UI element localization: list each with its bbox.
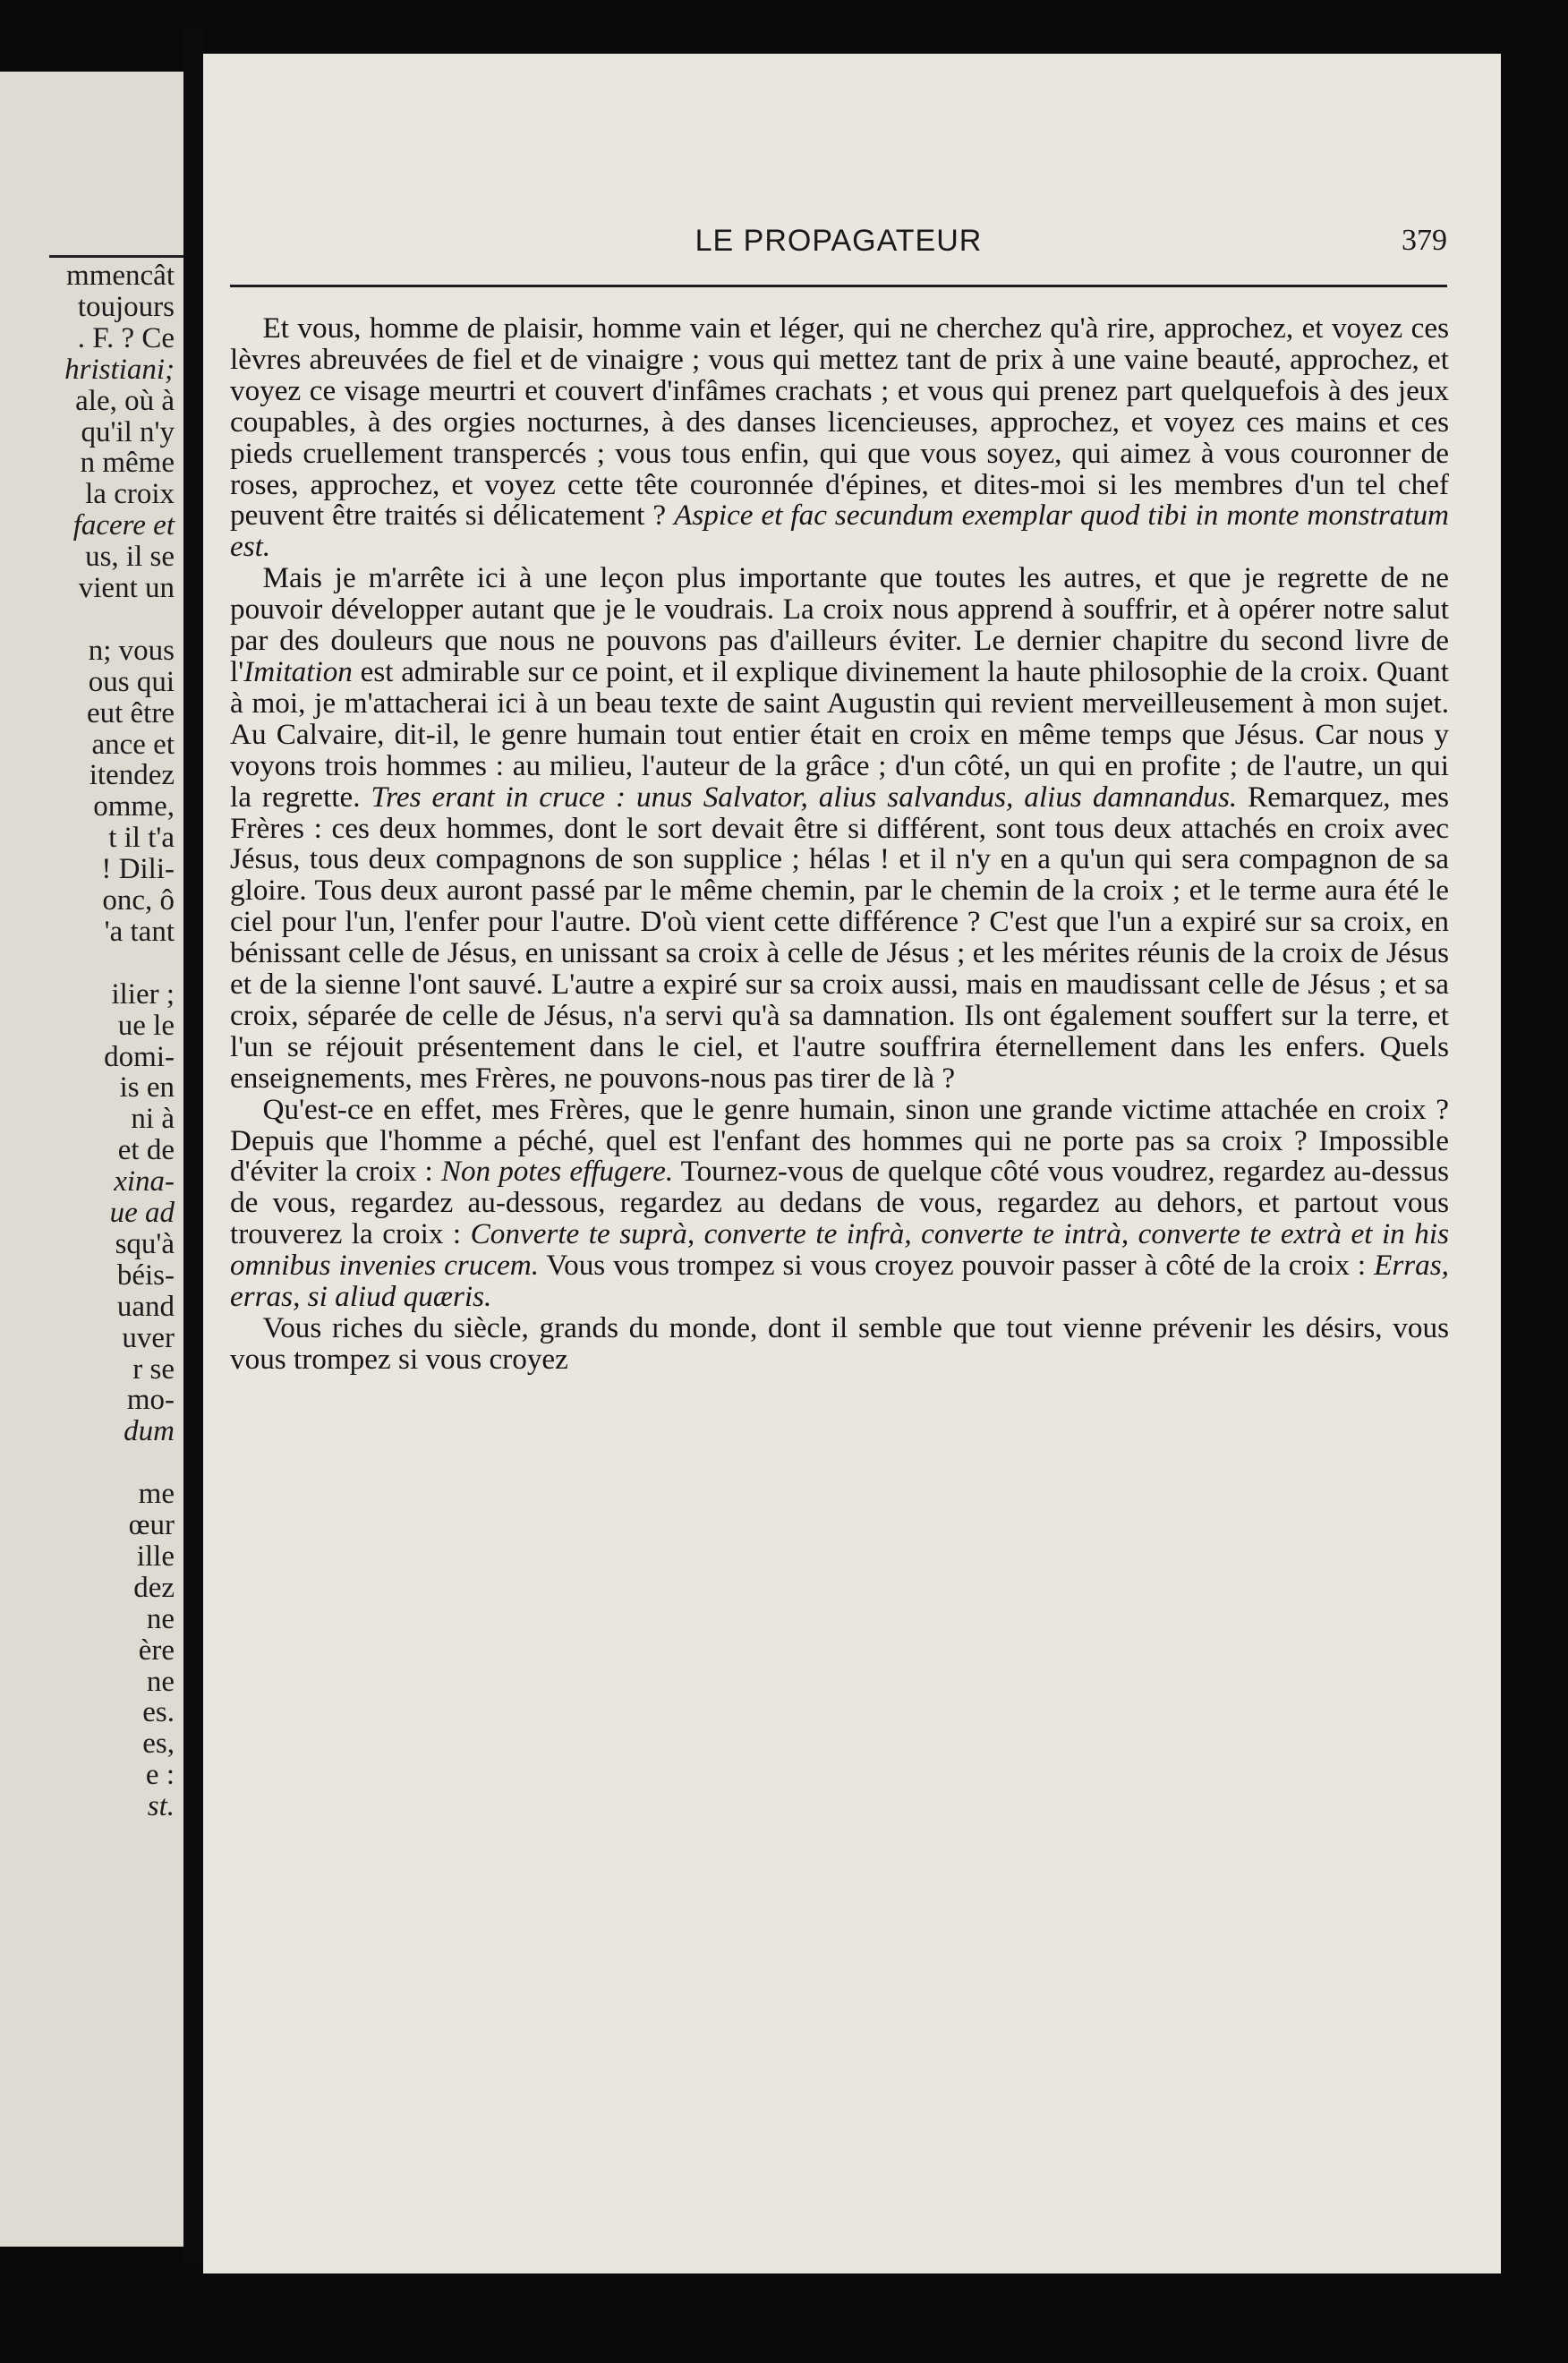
facing-page-line: ille (136, 1540, 175, 1573)
facing-page-line: es. (142, 1696, 175, 1729)
facing-page-line: ilier ; (111, 977, 175, 1011)
facing-page-line: itendez (89, 759, 175, 792)
facing-page-line: facere et (72, 509, 175, 542)
paragraph (230, 563, 1449, 1094)
facing-page-line: es, (142, 1727, 175, 1761)
facing-page-line: ! Dili- (101, 853, 175, 886)
facing-page-line: is en (119, 1071, 175, 1105)
facing-page-line: 'a tant (104, 915, 175, 948)
facing-page-line: uand (116, 1290, 175, 1323)
facing-page-line: ance et (91, 728, 175, 761)
header-rule (230, 285, 1447, 287)
facing-page-line: ère (138, 1634, 175, 1667)
text-run: Et vous, homme de plaisir, homme vain et léger, qui ne cherchez qu'à rire, approchez, et voyez ces lèvres abreuvées de fiel et de vinaigre ; vous qui mettez tant de prix à une vaine beauté, approchez, et voyez ce visage meurtri et couvert d'infâmes crachats ; et vous qui prenez part quelquefois à des jeux coupables, à des orgies nocturnes, à des danses licencieuses, approchez, et voyez ces mains et ces pieds cruellement transpercés ; vous tous enfin, qui que vous soyez, qui aimez à vous couronner de roses, approchez, et voyez cette tête couronnée d'épines, et dites-moi si les membres d'un tel chef peuvent être traités si délicatement ? (230, 311, 1449, 533)
facing-page-line: me (138, 1478, 175, 1511)
facing-page-line: e : (145, 1759, 175, 1792)
book-gutter (183, 27, 203, 2265)
page-number: 379 (1402, 224, 1447, 257)
page (203, 54, 1501, 2273)
facing-page-line: ne (146, 1602, 175, 1635)
facing-page-line: et de (117, 1134, 175, 1167)
paragraph (230, 313, 1449, 563)
facing-page-line: toujours (77, 290, 175, 323)
facing-page-line: qu'il n'y (81, 415, 175, 448)
text-run: Vous riches du siècle, grands du monde, dont il semble que tout vienne prévenir les désirs, vous vous trompez si vous croyez (230, 1311, 1449, 1376)
text-run: Mais je m'arrête ici à une leçon plus importante que toutes les autres, et que je regrette de ne pouvoir développer autant que je le voudrais. La croix nous apprend à souffrir, et à opérer notre salut par des douleurs que nous ne pouvons pas d'ailleurs éviter. Le dernier chapitre du second livre de l' (230, 561, 1449, 688)
facing-page-line: ue le (117, 1009, 175, 1042)
facing-page-line: ni à (131, 1103, 175, 1136)
facing-page-line: st. (147, 1790, 175, 1823)
paragraph (230, 1092, 1449, 1314)
text-run: Remarquez, mes Frères : ces deux hommes, dont le sort devait être si différent, sont tous deux attachés en croix avec Jésus, tous deux compagnons de son supplice ; hélas ! et il n'y en a qu'un qui sera compagnon de sa gloire. Tous deux auront passé par le même chemin, par le chemin de la croix ; et le terme aura été le ciel pour l'un, l'enfer pour l'autre. D'où vient cette différence ? C'est que l'un a expiré sur sa croix, en bénissant celle de Jésus, en unissant sa croix à celle de Jésus ; et les mérites réunis de la croix de Jésus et de la sienne l'ont sauvé. L'autre a expiré sur sa croix aussi, mais en maudissant celle de Jésus ; et sa croix, séparée de celle de Jésus, n'a servi qu'à sa damnation. Ils ont également souffert sur la terre, et l'un se réjouit présentement dans le ciel, et l'autre souffrira éternellement dans les enfers. Quels enseignements, mes Frères, ne pouvons-nous pas tirer de là ? (230, 780, 1449, 1095)
facing-page-rule (49, 255, 183, 258)
facing-page-line: uver (122, 1321, 175, 1354)
text-run: Tournez-vous de quelque côté vous voudrez, regardez au-dessus de vous, regardez au-dessous, regardez au dedans de vous, regardez au dehors, et partout vous trouverez la croix : (230, 1155, 1449, 1251)
latin-quotation: Non potes effugere. (440, 1155, 674, 1189)
facing-page-line: . F. ? Ce (77, 321, 175, 354)
facing-page-line: hristiani; (64, 353, 175, 386)
facing-page-line: n même (80, 447, 175, 480)
facing-page-line: œur (128, 1509, 175, 1541)
facing-page-line: ous qui (88, 665, 175, 698)
latin-quotation: Erras, erras, si aliud quæris. (230, 1249, 1449, 1314)
facing-page-line: domi- (104, 1040, 175, 1073)
facing-page-line: ale, où à (75, 384, 175, 417)
facing-page-line: vient un (78, 572, 175, 604)
facing-page-line: dez (133, 1571, 175, 1604)
facing-page-line: eut être (86, 696, 175, 729)
facing-page-line: mo- (126, 1384, 175, 1417)
facing-page-line: mmencât (66, 260, 175, 292)
facing-page-line: t il t'a (108, 822, 175, 855)
facing-page-line: omme, (93, 790, 175, 823)
text-run: Qu'est-ce en effet, mes Frères, que le genre humain, sinon une grande victime attachée en croix ? Depuis que l'homme a péché, quel est l'enfant des hommes qui ne porte pas sa croix ? Impossible d'éviter la croix : (230, 1092, 1449, 1189)
facing-page-line: r se (132, 1352, 175, 1386)
latin-quotation: Converte te suprà, converte te infrà, converte te intrà, converte te extrà et in his omnibus invenies crucem. (230, 1217, 1449, 1283)
latin-quotation: Tres erant in cruce : unus Salvator, alius salvandus, alius damnandus. (371, 780, 1238, 814)
page-header (230, 224, 1447, 277)
paragraph (230, 1313, 1449, 1376)
facing-page-line: dum (124, 1415, 175, 1448)
latin-quotation: Aspice et fac secundum exemplar quod tibi in monte monstratum est. (230, 499, 1450, 564)
body-text (230, 313, 1449, 1376)
facing-page-line: n; vous (88, 634, 175, 667)
facing-page-fragment (0, 72, 183, 2247)
text-run: est admirable sur ce point, et il explique divinement la haute philosophie de la croix. Quant à moi, je m'attacherai ici à un beau texte de saint Augustin qui revient merveilleusement à mon sujet. Au Calvaire, dit-il, le genre humain tout entier était en croix en même temps que Jésus. Car nous y voyons trois hommes : au milieu, l'auteur de la grâce ; d'un côté, un qui en profite ; de l'autre, un qui la regrette. (230, 654, 1449, 814)
facing-page-line: xina- (114, 1165, 175, 1199)
facing-page-line: la croix (85, 478, 175, 511)
facing-page-line: squ'à (115, 1227, 175, 1260)
text-run: Vous vous trompez si vous croyez pouvoir passer à côté de la croix : (539, 1249, 1375, 1283)
facing-page-line: onc, ô (102, 884, 175, 917)
facing-page-line: us, il se (85, 541, 175, 574)
latin-quotation: Imitation (243, 654, 353, 688)
facing-page-line: béis- (116, 1258, 175, 1292)
facing-page-line: ne (146, 1665, 175, 1698)
running-title: LE PROPAGATEUR (695, 224, 983, 258)
facing-page-line: ue ad (109, 1197, 175, 1229)
